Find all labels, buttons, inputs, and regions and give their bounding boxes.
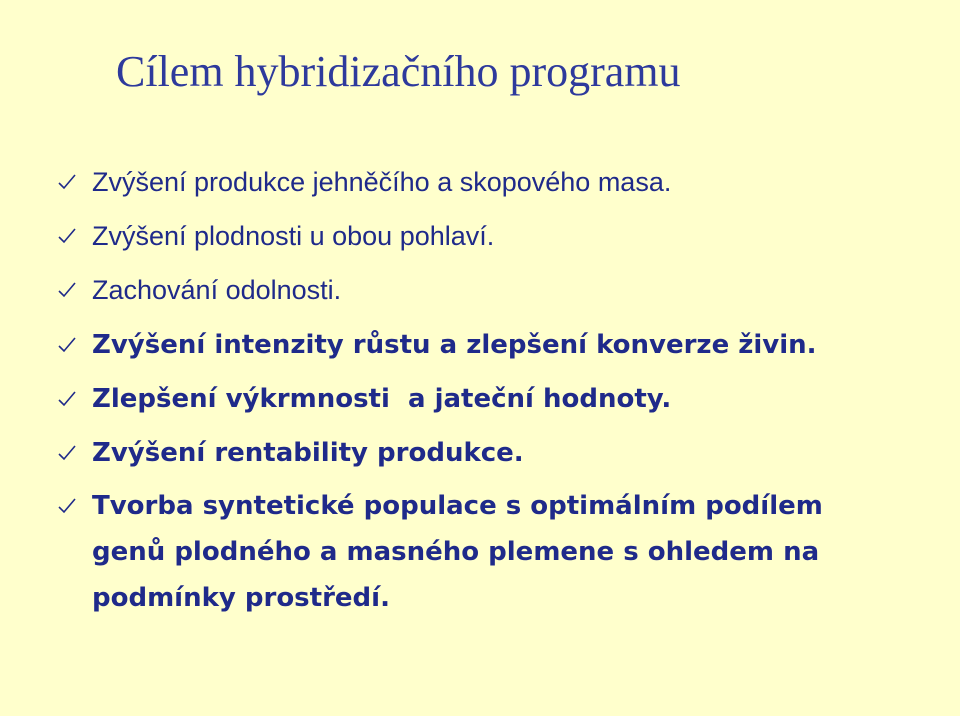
slide-title: Cílem hybridizačního programu: [116, 47, 681, 96]
check-icon: [56, 388, 78, 410]
bullet-text: Zachování odolnosti.: [92, 275, 342, 305]
check-icon: [56, 171, 78, 193]
bullet-text: Zvýšení produkce jehněčího a skopového masa.: [92, 167, 672, 197]
check-icon: [56, 334, 78, 356]
bullet-text: Tvorba syntetické populace s optimálním podílem genů plodného a masného plemene s ohledem na podmínky prostředí.: [92, 491, 823, 613]
bullet-text: Zlepšení výkrmnosti a jateční hodnoty.: [92, 384, 672, 414]
check-icon: [56, 225, 78, 247]
check-icon: [56, 442, 78, 464]
bullet-text: Zvýšení plodnosti u obou pohlaví.: [92, 221, 495, 251]
bullet-text: Zvýšení rentability produkce.: [92, 438, 524, 468]
check-icon: [56, 279, 78, 301]
check-icon: [56, 495, 78, 517]
bullet-text: Zvýšení intenzity růstu a zlepšení konverze živin.: [92, 330, 817, 360]
